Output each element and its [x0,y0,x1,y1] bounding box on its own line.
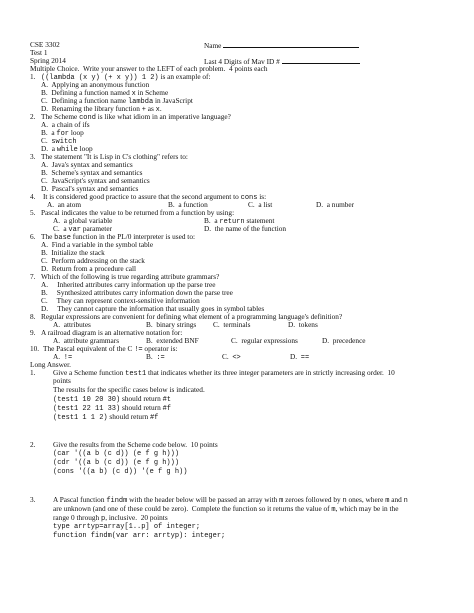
la2-code-car: (car '((a b (c d)) (e f g h))) [53,450,180,458]
q5-stem: Pascal indicates the value to be returned from a function by using: [41,208,235,217]
q8-stem: Regular expressions are convenient for defining what element of a programming language's definition? [41,312,343,321]
q4-option-b: B. a function [168,200,208,209]
la2-code-cdr: (cdr '((a b (c d)) (e f g h))) [53,459,180,467]
instructions: Multiple Choice. Write your answer to the LEFT of each problem. 4 points each [30,64,268,73]
q4-stem: It is considered good practice to assure that the second argument to cons is: [43,192,267,202]
q3-option-a: A. Java's syntax and semantics [41,160,133,169]
la3-number: 3. [30,495,36,504]
q7-option-a: A. Inherited attributes carry information up the parse tree [41,280,216,289]
q3-option-b: B. Scheme's syntax and semantics [41,168,143,177]
la1-number: 1. [30,368,36,377]
q3-option-d: D. Pascal's syntax and semantics [41,184,139,193]
long-answer-heading: Long Answer. [30,360,71,369]
q4-number: 4. [30,192,36,201]
q8-number: 8. [30,312,36,321]
q3-option-c: C. JavaScript's syntax and semantics [41,176,150,185]
q6-stem: The base function in the PL/0 interpreter is used to: [41,232,196,242]
q10-option-a: A. != [53,352,73,362]
q2-stem: The Scheme cond is like what idiom in an imperative language? [41,112,231,122]
q9-stem: A railroad diagram is an alternative notation for: [41,328,183,337]
q9-option-b: B. extended BNF [146,336,199,345]
q8-option-b: B. binary strings [146,320,197,329]
q1-option-c: C. Defining a function name lambda in JavaScript [41,96,193,106]
la3-stem-line2: are unknown (and one of these could be zero). Complete the function so it returns the value of m, which may be in the [53,504,399,514]
q4-option-a: A. an atom [47,200,82,209]
q2-option-a: A. a chain of ifs [41,120,90,129]
q6-option-a: A. Find a variable in the symbol table [41,240,154,249]
q6-option-d: D. Return from a procedure call [41,264,137,273]
q8-option-a: A. attributes [53,320,91,329]
q6-option-b: B. Initialize the stack [41,248,105,257]
q1-option-d: D. Renaming the library function + as x. [41,104,162,114]
q7-option-c: C. They can represent context-sensitive information [41,296,200,305]
q5-option-d: D. the name of the function [204,224,287,233]
q2-option-d: D. a while loop [41,144,93,154]
q8-option-c: C. terminals [213,320,251,329]
q5-number: 5. [30,208,36,217]
la1-stem-line2: points [53,376,71,385]
la1-stem-line3: The results for the specific cases below is indicated. [53,385,205,394]
la3-code-function: function findm(var arr: arrtyp): integer; [53,532,226,540]
la3-code-type: type arrtyp=array[1..p] of integer; [53,523,201,531]
q2-number: 2. [30,112,36,121]
q9-option-d: D. precedence [322,336,366,345]
q9-option-a: A. attribute grammars [53,336,120,345]
q8-option-d: D. tokens [288,320,318,329]
la2-stem: Give the results from the Scheme code below. 10 points [53,440,218,449]
course-code: CSE 3302 [30,40,60,49]
la1-stem-line1: Give a Scheme function test1 that indicates whether its three integer parameters are in strictly increasing order. 10 [53,368,395,378]
q5-option-a: A. a global variable [53,216,113,225]
q10-option-b: B. := [146,352,165,362]
q10-option-d: D. == [290,352,310,362]
id-blank[interactable] [282,57,360,64]
q10-stem: The Pascal equivalent of the C != operator is: [43,344,178,354]
q10-number: 10. [30,344,40,353]
q4-option-c: C. a list [248,200,273,209]
la1-example-1: (test1 10 20 30) should return #t [53,394,171,404]
q1-option-b: B. Defining a function named x in Scheme [41,88,169,98]
test-number: Test 1 [30,48,48,57]
q7-number: 7. [30,272,36,281]
q7-stem: Which of the following is true regarding attribute grammars? [41,272,220,281]
q3-stem: The statement "It is Lisp in C's clothing" refers to: [41,152,188,161]
q6-option-c: C. Perform addressing on the stack [41,256,145,265]
q1-number: 1. [30,72,36,81]
q9-option-c: C. regular expressions [231,336,298,345]
la3-stem-line1: A Pascal function findm with the header below will be passed an array with m zeroes followed by n ones, where m and n [53,495,408,505]
q3-number: 3. [30,152,36,161]
la3-stem-line3: range 0 through p, inclusive. 20 points [53,513,168,523]
q2-option-c: C. switch [41,136,77,146]
q10-option-c: C. <> [222,352,241,362]
q9-number: 9. [30,328,36,337]
q5-option-c: C. a var parameter [53,224,113,234]
q1-option-a: A. Applying an anonymous function [41,80,150,89]
la2-number: 2. [30,440,36,449]
name-label: Name [204,41,359,50]
term: Spring 2014 [30,56,66,65]
q7-option-d: D. They cannot capture the information that usually goes in symbol tables [41,304,265,313]
la1-example-2: (test1 22 11 33) should return #f [53,403,171,413]
la2-code-cons: (cons '((a b) (c d)) '(e f g h)) [53,468,188,476]
id-label: Last 4 Digits of Mav ID # [204,57,360,66]
q2-option-b: B. a for loop [41,128,84,138]
name-blank[interactable] [223,41,359,48]
q4-option-d: D. a number [316,200,355,209]
q7-option-b: B. Synthesized attributes carry information down the parse tree [41,288,233,297]
la1-example-3: (test1 1 1 2) should return #f [53,412,159,422]
q1-stem: ((lambda (x y) (+ x y)) 1 2) is an example of: [41,72,211,82]
q6-number: 6. [30,232,36,241]
q5-option-b: B. a return statement [204,216,275,226]
